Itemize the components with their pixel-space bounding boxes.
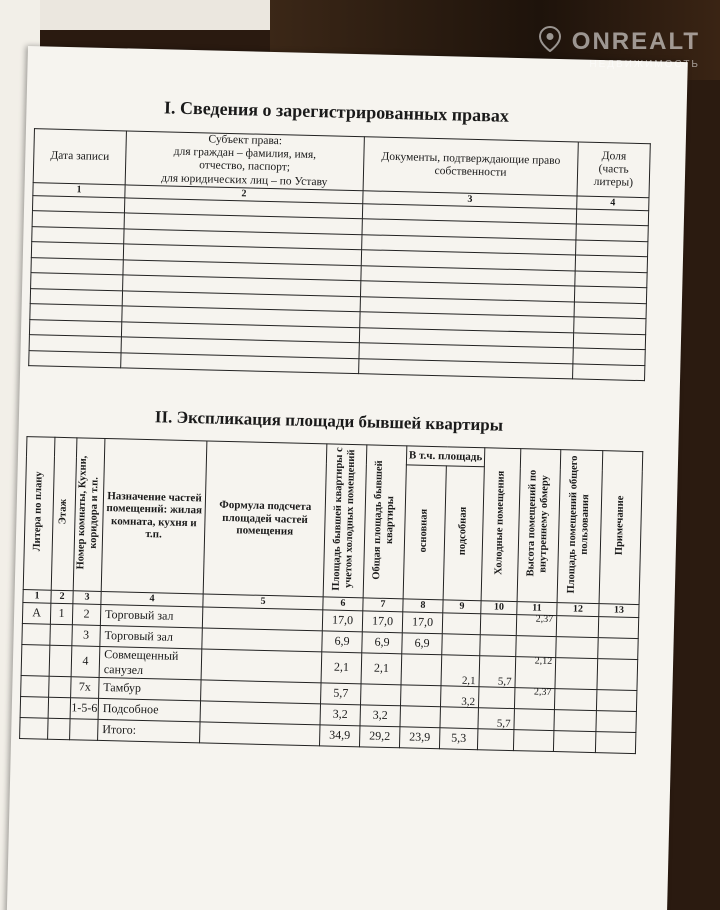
height-cell-value: 2,37 (535, 613, 554, 625)
col-num: 2 (51, 590, 73, 604)
area6-cell: 2,1 (321, 651, 362, 683)
aux-cell (442, 633, 481, 655)
room-cell: 4 (71, 645, 100, 677)
note-cell (596, 710, 637, 732)
header-area-with-cold (323, 444, 367, 598)
area7-cell: 2,1 (361, 652, 402, 684)
header-aux (443, 466, 484, 600)
col-num: 10 (481, 600, 517, 614)
cold-cell (480, 613, 517, 635)
area6-cell: 3,2 (320, 703, 361, 725)
header-share (577, 142, 650, 198)
height-cell (515, 656, 556, 688)
floor-cell (50, 624, 73, 646)
floor-cell (49, 645, 72, 677)
main-cell (400, 705, 441, 727)
header-main-text: основная (418, 508, 431, 553)
header-common-text: Площадь помещений общего пользования (566, 455, 592, 594)
header-room-no (73, 438, 105, 591)
location-pin-icon (539, 26, 561, 57)
total-label: Итого: (98, 719, 200, 742)
area7-cell (361, 683, 402, 705)
col-num: 3 (73, 590, 101, 604)
total-main: 23,9 (399, 726, 440, 748)
header-main (403, 465, 446, 599)
header-date: Дата записи (33, 129, 126, 185)
common-cell (554, 688, 597, 710)
room-cell: 2 (72, 603, 101, 625)
cold-cell (478, 707, 515, 729)
formula-cell (202, 607, 322, 631)
litera-cell (20, 696, 49, 718)
col-num: 6 (323, 597, 363, 611)
cold-cell (479, 655, 516, 687)
formula-cell (202, 628, 322, 652)
total-area6: 34,9 (319, 724, 360, 746)
area7-cell: 6,9 (362, 631, 403, 653)
rights-table (28, 128, 651, 381)
header-floor-text: Этаж (57, 499, 70, 525)
header-purpose: Назначение частей помещений: жилая комната, кухня и т.п. (101, 438, 207, 593)
col-num: 3 (363, 191, 577, 209)
col-num: 5 (203, 594, 323, 610)
watermark-brand: ONREALT (571, 27, 700, 55)
background-right (690, 80, 720, 910)
litera-cell (22, 623, 51, 645)
floor-cell (48, 697, 71, 719)
header-subject-text: Субъект права: для граждан – фамилия, имя, отчество, паспорт; для юридических лиц – по Уставу (161, 133, 328, 189)
room-cell: 1-5-6 (70, 697, 99, 719)
common-cell (556, 636, 599, 658)
main-cell (400, 684, 441, 706)
header-formula: Формула подсчета площадей частей помещения (203, 441, 327, 597)
header-height (517, 449, 561, 603)
aux-cell (440, 685, 479, 707)
floor-cell (49, 676, 72, 698)
area7-cell: 3,2 (360, 704, 401, 726)
col-num: 13 (599, 603, 639, 617)
header-cold (481, 448, 521, 601)
cold-cell (480, 634, 517, 656)
note-cell (598, 637, 639, 659)
header-litera (23, 437, 55, 590)
header-subject (125, 131, 364, 191)
area6-cell: 6,9 (322, 631, 363, 653)
note-cell (596, 689, 637, 711)
watermark (539, 26, 700, 70)
cold-cell-value: 5,7 (496, 717, 511, 730)
area7-cell: 17,0 (362, 610, 403, 632)
header-total-area (363, 445, 407, 599)
purpose-cell: Совмещенный санузел (99, 646, 202, 679)
formula-cell (200, 701, 320, 725)
col-num: 8 (403, 598, 443, 612)
height-cell-value: 2,37 (533, 686, 552, 698)
header-room-no-text: Номер комнаты, Кухни, коридора и т.п. (75, 455, 101, 570)
header-note (599, 451, 643, 605)
height-cell (514, 708, 555, 730)
note-cell (597, 658, 638, 690)
main-cell: 6,9 (402, 632, 443, 654)
height-cell (514, 687, 555, 709)
col-num: 7 (363, 597, 403, 611)
col-num: 12 (557, 602, 599, 616)
section1-title: I. Сведения о зарегистрированных правах (163, 97, 510, 126)
header-documents: Документы, подтверждающие право собственности (363, 137, 578, 196)
col-num: 1 (23, 589, 51, 603)
room-cell: 3 (72, 624, 101, 646)
header-total-area-text: Общая площадь бывшей квартиры (371, 459, 397, 580)
formula-cell (201, 649, 322, 683)
header-aux-text: подсобная (457, 507, 470, 556)
section2-title: II. Экспликация площади бывшей квартиры (154, 407, 504, 435)
litera-cell: А (22, 602, 51, 624)
floor-cell: 1 (50, 603, 73, 625)
room-cell: 7х (71, 676, 100, 698)
col-num: 4 (577, 196, 649, 211)
document-page (6, 46, 687, 910)
col-num: 11 (517, 601, 557, 615)
formula-cell (201, 680, 321, 704)
main-cell: 17,0 (402, 611, 443, 633)
note-cell (598, 616, 639, 638)
col-num: 2 (125, 185, 363, 204)
aux-cell-value: 3,2 (461, 695, 476, 708)
header-incl: В т.ч. площадь (406, 446, 484, 467)
aux-cell (440, 706, 479, 728)
total-area7: 29,2 (359, 725, 400, 747)
area6-cell: 5,7 (321, 682, 362, 704)
header-litera-text: Литера по плану (32, 471, 46, 552)
header-note-text: Примечание (614, 495, 627, 556)
background-paper-top (0, 0, 270, 30)
cold-cell (478, 686, 515, 708)
purpose-cell: Торговый зал (100, 625, 202, 648)
purpose-cell: Торговый зал (100, 604, 202, 627)
height-cell (516, 614, 557, 636)
header-cold-text: Холодные помещения (493, 470, 508, 575)
header-share-text: Доля (часть литеры) (593, 149, 634, 189)
aux-cell (441, 654, 480, 686)
litera-cell (21, 644, 50, 676)
col-num: 9 (443, 599, 481, 613)
cold-cell-value: 5,7 (497, 675, 512, 688)
height-cell-value: 2,12 (534, 655, 553, 667)
watermark-sub: НЕДВИЖИМОСТЬ (589, 59, 700, 70)
total-aux: 5,3 (439, 727, 478, 749)
purpose-cell: Тамбур (99, 677, 201, 700)
common-cell (554, 709, 597, 731)
height-cell (516, 635, 557, 657)
common-cell (556, 615, 599, 637)
litera-cell (21, 675, 50, 697)
explication-table (19, 436, 643, 754)
common-cell (555, 657, 598, 689)
header-area-with-cold-text: Площадь бывшей квартиры с учетом холодных помещений (331, 446, 358, 591)
header-height-text: Высота помещений по внутреннему обмеру (525, 470, 552, 577)
aux-cell (442, 612, 481, 634)
total-cold (477, 728, 514, 750)
purpose-cell: Подсобное (98, 698, 200, 721)
main-cell (401, 653, 442, 685)
col-num: 4 (101, 591, 203, 606)
header-common (557, 450, 603, 604)
area6-cell: 17,0 (322, 610, 363, 632)
aux-cell-value: 2,1 (461, 674, 476, 687)
col-num: 1 (33, 183, 125, 198)
